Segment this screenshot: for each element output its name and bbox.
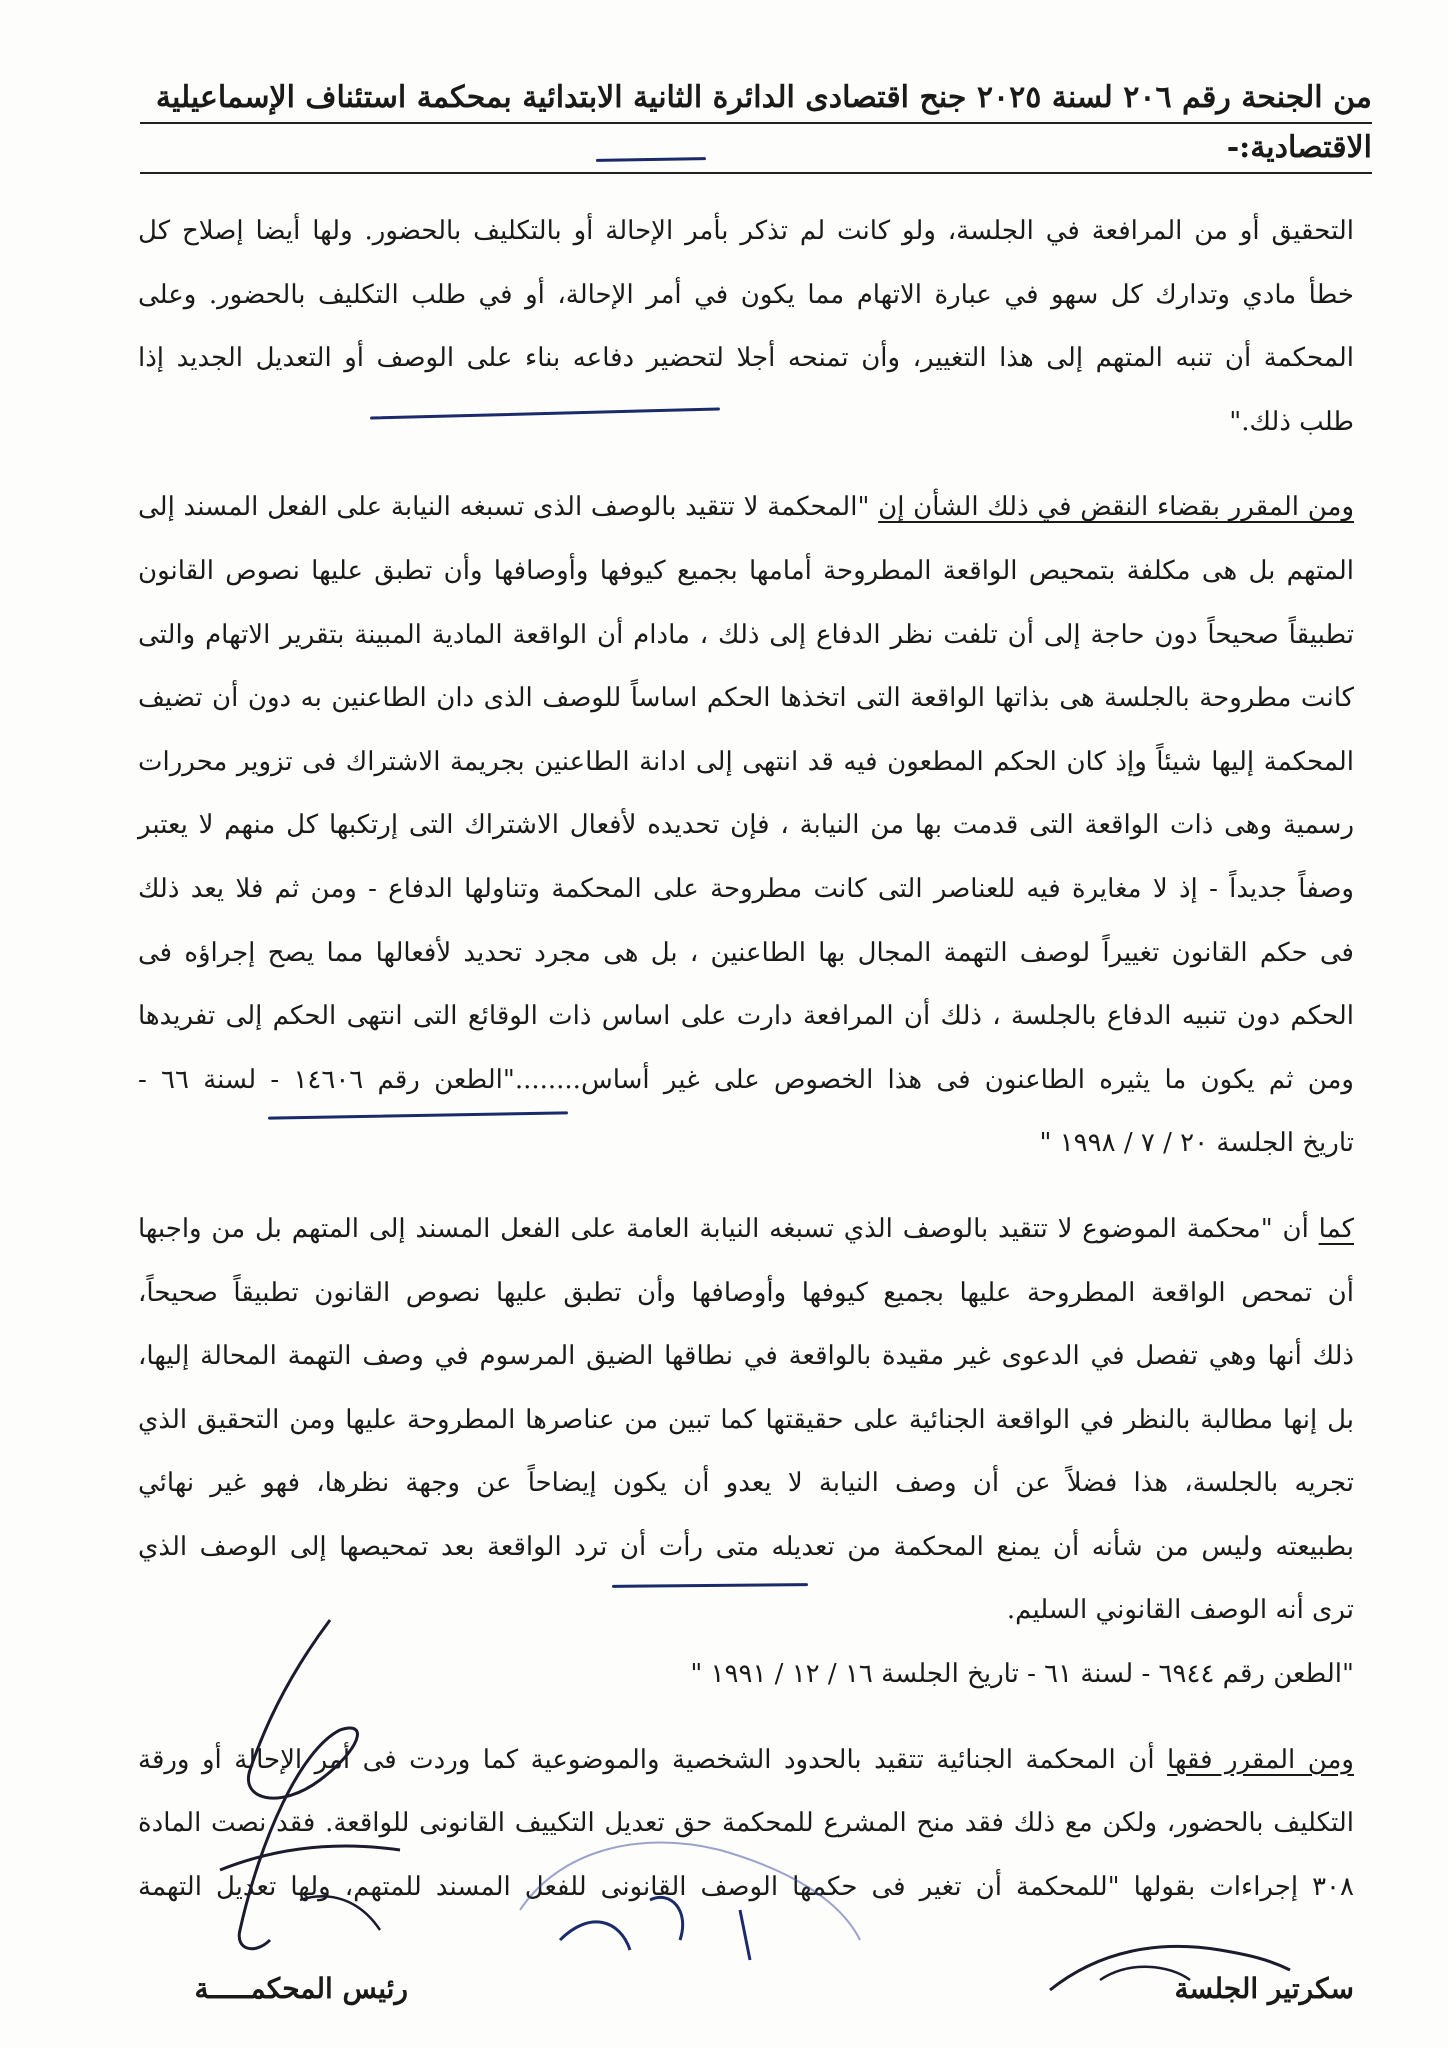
text-line: كانت مطروحة بالجلسة هى بذاتها الواقعة التى اتخذها الحكم اساساً للوصف الذى دان الطاعنين به دون أن تضيف	[138, 683, 1354, 714]
text-line: تجريه بالجلسة، هذا فضلاً عن أن وصف النيابة لا يعدو أن يكون إيضاحاً عن وجهة نظرها، فهو غير نهائي	[138, 1468, 1354, 1499]
text-line: رسمية وهى ذات الواقعة التى قدمت بها من النيابة ، فإن تحديده لأفعال الاشتراك التى إرتكبها كل منهم لا يعتبر	[138, 810, 1354, 841]
text-line: المحكمة أن تنبه المتهم إلى هذا التغيير، وأن تمنحه أجلا لتحضير دفاعه بناء على الوصف أو التعديل الجديد إذا	[138, 343, 1354, 374]
paragraph-2: ومن المقرر بقضاء النقض في ذلك الشأن إن "المحكمة لا تتقيد بالوصف الذى تسبغه النيابة على الفعل المسند إلى المتهم بل هى مكلفة بتمحيص الواقعة المطروحة أمامها بجميع كيوفها وأوصافها وأن تطبق عليها نصوص القانون تطبيقاً صحيحاً دون حاجة إلى أن تلفت نظر الدفاع إلى ذلك ، مادام أن الواقعة المادية المبينة بتقرير الاتهام والتى كانت مطروحة بالجلسة هى بذاتها الواقعة التى اتخذها الحكم اساساً للوصف الذى دان الطاعنين به دون أن تضيف المحكمة إليها شيئاً وإذ كان الحكم المطعون فيه قد انتهى إلى ادانة الطاعنين بجريمة الاشتراك فى تزوير محررات رسمية وهى ذات الواقعة التى قدمت بها من النيابة ، فإن تحديده لأفعال الاشتراك التى إرتكبها كل منهم لا يعتبر وصفاً جديداً - إذ لا مغايرة فيه للعناصر التى كانت مطروحة على المحكمة وتناولها الدفاع - ومن ثم فلا يعد ذلك فى حكم القانون تغييراً لوصف التهمة المجال بها الطاعنين ، بل هى مجرد تحديد لأفعالها مما يصح إجراؤه فى الحكم دون تنبيه الدفاع بالجلسة ، ذلك أن المرافعة دارت على اساس ذات الوقائع التى انتهى الحكم إلى تفريدها ومن ثم يكون ما يثيره الطاعنون فى هذا الخصوص على غير أساس........"الطعن رقم ١٤٦٠٦ - لسنة ٦٦ - تاريخ الجلسة ٢٠ / ٧ / ١٩٩٨ "	[138, 476, 1354, 1176]
case-header-line-2: الاقتصادية:-	[1226, 130, 1372, 165]
citation: "الطعن رقم ٦٩٤٤ - لسنة ٦١ - تاريخ الجلسة ١٦ / ١٢ / ١٩٩١ "	[690, 1659, 1354, 1690]
signature-mark	[180, 1600, 480, 1980]
paragraph-4: ومن المقرر فقها أن المحكمة الجنائية تتقيد بالحدود الشخصية والموضوعية كما وردت فى أمر الإحالة أو ورقة التكليف بالحضور، ولكن مع ذلك فقد منح المشرع للمحكمة حق تعديل التكييف القانونى للواقعة. فقد نصت المادة ٣٠٨ إجراءات بقولها "للمحكمة أن تغير فى حكمها الوصف القانونى للفعل المسند للمتهم، ولها تعديل التهمة	[138, 1729, 1354, 1920]
case-header	[140, 74, 1372, 174]
text-line: تاريخ الجلسة ٢٠ / ٧ / ١٩٩٨ "	[1039, 1128, 1354, 1159]
text-line: بل إنها مطالبة بالنظر في الواقعة الجنائية على حقيقتها كما تبين من عناصرها المطروحة عليها ومن التحقيق الذي	[138, 1404, 1354, 1435]
case-header-line-1: من الجنحة رقم ٢٠٦ لسنة ٢٠٢٥ جنح اقتصادى الدائرة الثانية الابتدائية بمحكمة استئناف الإسماعيلية	[140, 74, 1372, 124]
text-line: ترى أنه الوصف القانوني السليم.	[1006, 1595, 1354, 1626]
text-line: أن تمحص الواقعة المطروحة عليها بجميع كيوفها وأوصافها وأن تطبق عليها نصوص القانون تطبيقاً صحيحاً،	[138, 1277, 1354, 1308]
text-line: طلب ذلك."	[1229, 406, 1354, 437]
underlined-lead: كما	[1318, 1213, 1354, 1244]
text-line: التكليف بالحضور، ولكن مع ذلك فقد منح المشرع للمحكمة حق تعديل التكييف القانونى للواقعة. فقد نصت المادة	[138, 1808, 1354, 1839]
secretary-signature-label: سكرتير الجلسة	[1174, 1972, 1354, 2005]
president-signature-label: رئيس المحكمـــــة	[194, 1972, 408, 2005]
underlined-lead: ومن المقرر بقضاء النقض في ذلك الشأن إن	[878, 492, 1354, 523]
underlined-lead: ومن المقرر فقها	[1167, 1744, 1354, 1775]
paragraph-3: كما أن "محكمة الموضوع لا تتقيد بالوصف الذي تسبغه النيابة العامة على الفعل المسند إلى المتهم بل من واجبها أن تمحص الواقعة المطروحة عليها بجميع كيوفها وأوصافها وأن تطبق عليها نصوص القانون تطبيقاً صحيحاً، ذلك أنها وهي تفصل في الدعوى غير مقيدة بالواقعة في نطاقها الضيق المرسوم في وصف التهمة المحالة إليها، بل إنها مطالبة بالنظر في الواقعة الجنائية على حقيقتها كما تبين من عناصرها المطروحة عليها ومن التحقيق الذي تجريه بالجلسة، هذا فضلاً عن أن وصف النيابة لا يعدو أن يكون إيضاحاً عن وجهة نظرها، فهو غير نهائي بطبيعته وليس من شأنه أن يمنع المحكمة من تعديله متى رأت أن ترد الواقعة بعد تمحيصها إلى الوصف الذي ترى أنه الوصف القانوني السليم. "الطعن رقم ٦٩٤٤ - لسنة ٦١ - تاريخ الجلسة ١٦ / ١٢ / ١٩٩١ "	[138, 1198, 1354, 1707]
stamp-mark	[500, 1790, 880, 1970]
text-line: المحكمة إليها شيئاً وإذ كان الحكم المطعون فيه قد انتهى إلى ادانة الطاعنين بجريمة الاشتراك فى تزوير محررات	[138, 746, 1354, 777]
text-line: المتهم بل هى مكلفة بتمحيص الواقعة المطروحة أمامها بجميع كيوفها وأوصافها وأن تطبق عليها نصوص القانون	[138, 555, 1354, 586]
text-line: ٣٠٨ إجراءات بقولها "للمحكمة أن تغير فى حكمها الوصف القانونى للفعل المسند للمتهم، ولها تعديل التهمة	[138, 1871, 1354, 1902]
text-line: وصفاً جديداً - إذ لا مغايرة فيه للعناصر التى كانت مطروحة على المحكمة وتناولها الدفاع - ومن ثم فلا يعد ذلك	[138, 873, 1354, 904]
text-line: التحقيق أو من المرافعة في الجلسة، ولو كانت لم تذكر بأمر الإحالة أو بالتكليف بالحضور. ولها أيضا إصلاح كل	[138, 216, 1354, 246]
text-line: ومن ثم يكون ما يثيره الطاعنون فى هذا الخصوص على غير أساس........"الطعن رقم ١٤٦٠٦ - لسنة ٦٦ -	[138, 1064, 1354, 1095]
text-line: ذلك أنها وهي تفصل في الدعوى غير مقيدة بالواقعة في نطاقها الضيق المرسوم في وصف التهمة المحالة إليها،	[138, 1341, 1354, 1372]
text-line: تطبيقاً صحيحاً دون حاجة إلى أن تلفت نظر الدفاع إلى ذلك ، مادام أن الواقعة المادية المبينة بتقرير الاتهام والتى	[138, 619, 1354, 650]
text-line: الحكم دون تنبيه الدفاع بالجلسة ، ذلك أن المرافعة دارت على اساس ذات الوقائع التى انتهى الحكم إلى تفريدها	[138, 1001, 1354, 1032]
paragraph-1	[138, 200, 1354, 454]
text-line: خطأ مادي وتدارك كل سهو في عبارة الاتهام مما يكون في أمر الإحالة، أو في طلب التكليف بالحضور. وعلى	[138, 279, 1354, 310]
text-line: فى حكم القانون تغييراً لوصف التهمة المجال بها الطاعنين ، بل هى مجرد تحديد لأفعالها مما يصح إجراؤه فى	[138, 937, 1354, 968]
text-line: بطبيعته وليس من شأنه أن يمنع المحكمة من تعديله متى رأت أن ترد الواقعة بعد تمحيصها إلى الوصف الذي	[138, 1531, 1354, 1562]
